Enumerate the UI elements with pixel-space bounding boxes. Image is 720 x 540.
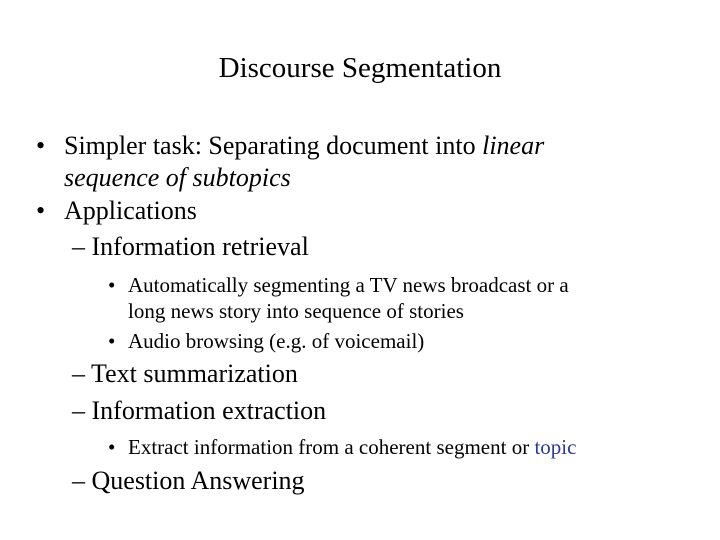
bullet-line-1 (64, 130, 664, 162)
sub-text-summarization: – Text summarization (72, 359, 298, 388)
subsub-marker: • (108, 329, 116, 353)
sub-information-extraction: – Information extraction (72, 396, 327, 425)
subsub-text (128, 272, 668, 324)
bullet-marker: • (36, 131, 46, 160)
subsub-line-1: Automatically segmenting a TV news broadcast or a (128, 273, 569, 297)
subsub-line-2: long news story into sequence of stories (128, 299, 464, 323)
slide-title: Discourse Segmentation (218, 52, 502, 84)
sub-question-answering: – Question Answering (72, 466, 305, 495)
bullet-text: Applications (64, 196, 197, 225)
subsub-text: Audio browsing (e.g. of voicemail) (128, 329, 425, 353)
bullet-text-italic-2: sequence of subtopics (64, 163, 291, 192)
bullet-text (64, 130, 664, 194)
subsub-text (128, 434, 668, 460)
bullet-text-italic-1: linear (482, 131, 545, 160)
subsub-text-plain: Extract information from a coherent segment or (128, 435, 535, 459)
subsub-marker: • (108, 435, 116, 459)
sub-information-retrieval: – Information retrieval (72, 232, 309, 261)
bullet-text-plain: Simpler task: Separating document into (64, 131, 483, 160)
topic-link[interactable]: topic (534, 435, 577, 459)
bullet-marker: • (36, 196, 46, 225)
subsub-marker: • (108, 273, 116, 297)
